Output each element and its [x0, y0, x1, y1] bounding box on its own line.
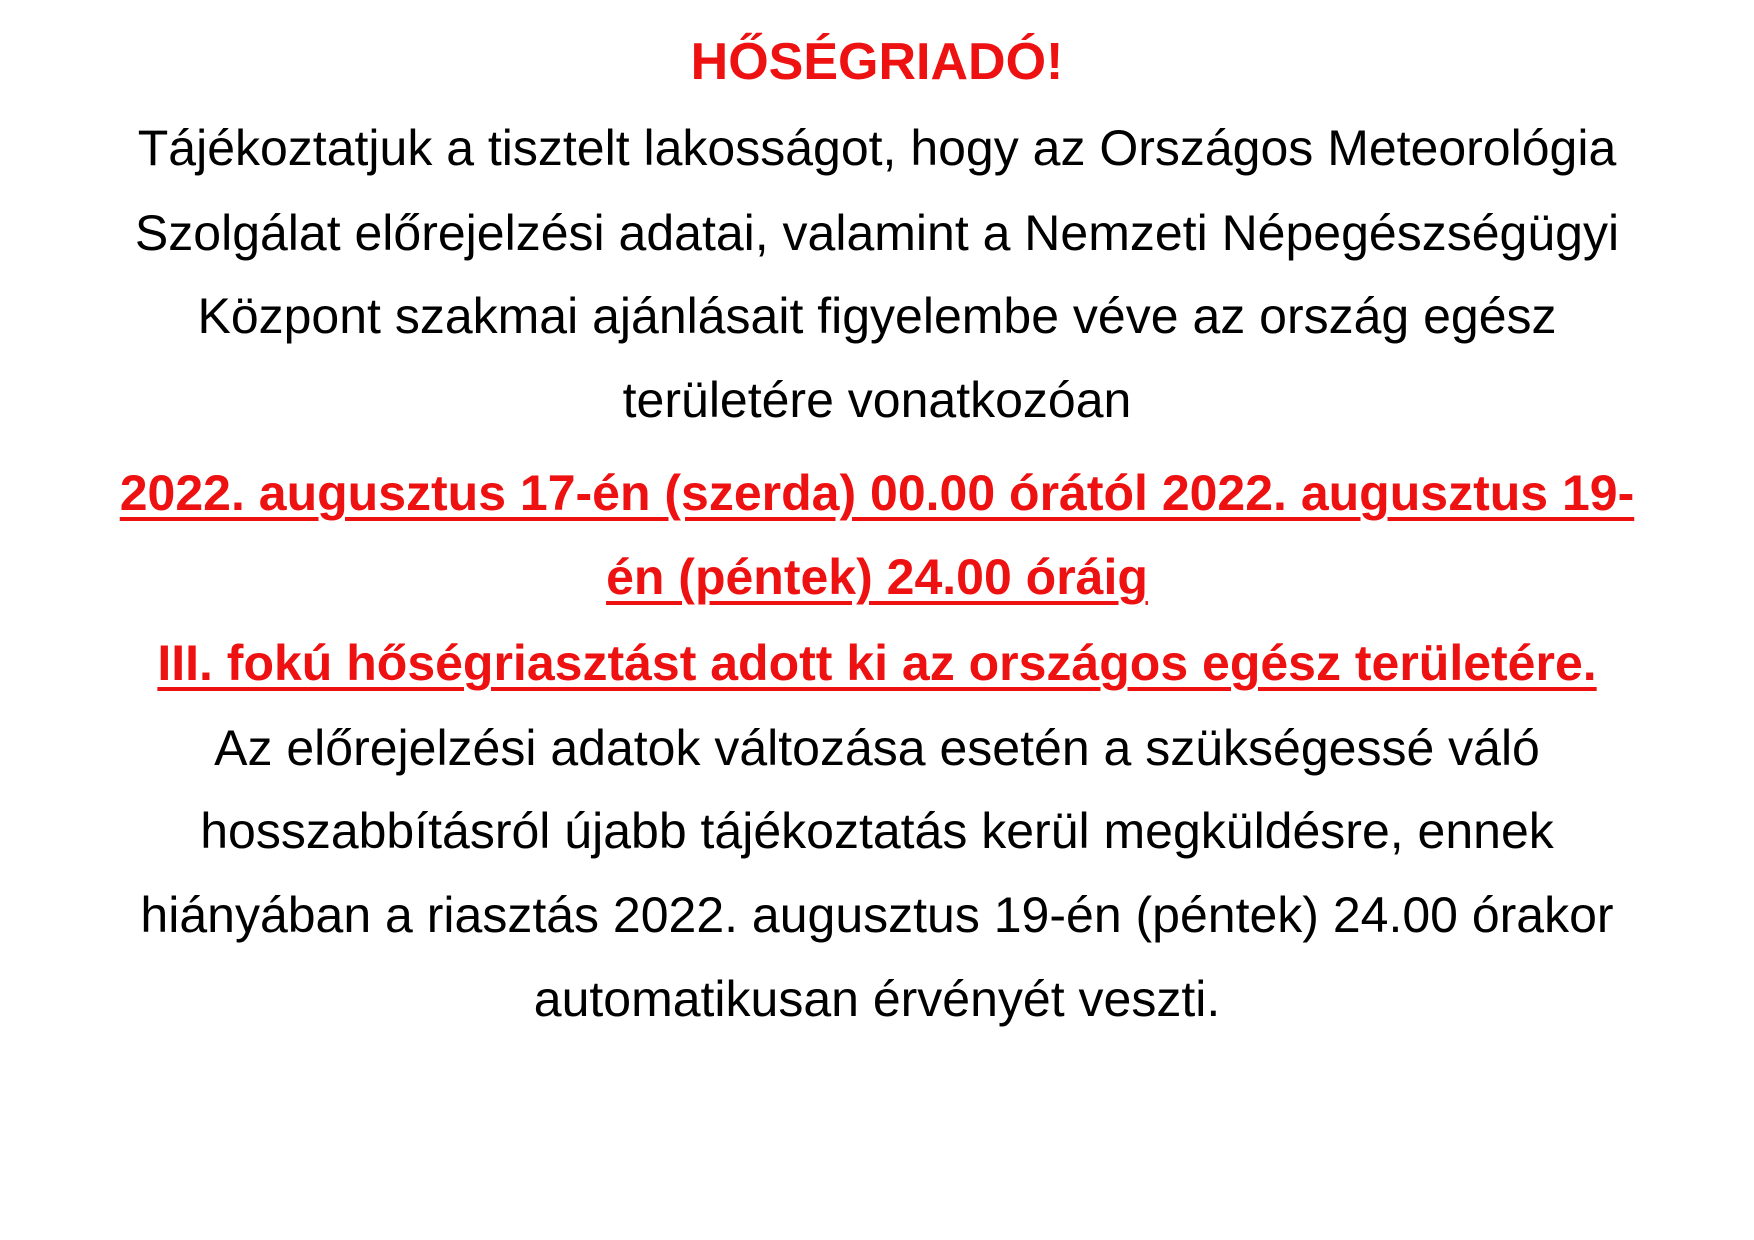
intro-line: Szolgálat előrejelzési adatai, valamint a Nemzeti Népegészségügyi: [134, 205, 1620, 261]
alert-period-line: 2022. augusztus 17-én (szerda) 00.00 órától 2022. augusztus 19-: [119, 465, 1635, 521]
intro-line: Központ szakmai ajánlásait figyelembe véve az ország egész: [197, 288, 1557, 344]
intro-line: területére vonatkozóan: [622, 372, 1132, 428]
alert-level-line: III. fokú hőségriasztást adott ki az országos egész területére.: [157, 635, 1597, 691]
closing-line: hiányában a riasztás 2022. augusztus 19-én (péntek) 24.00 órakor: [140, 887, 1614, 943]
closing-line: Az előrejelzési adatok változása esetén a szükségessé váló: [214, 720, 1540, 776]
notice-title: HŐSÉGRIADÓ!: [690, 33, 1064, 91]
intro-line: Tájékoztatjuk a tisztelt lakosságot, hogy az Országos Meteorológia: [137, 120, 1617, 176]
alert-period-line: én (péntek) 24.00 óráig: [606, 549, 1148, 605]
closing-line: hosszabbításról újabb tájékoztatás kerül megküldésre, ennek: [200, 803, 1554, 859]
closing-line: automatikusan érvényét veszti.: [533, 971, 1221, 1027]
